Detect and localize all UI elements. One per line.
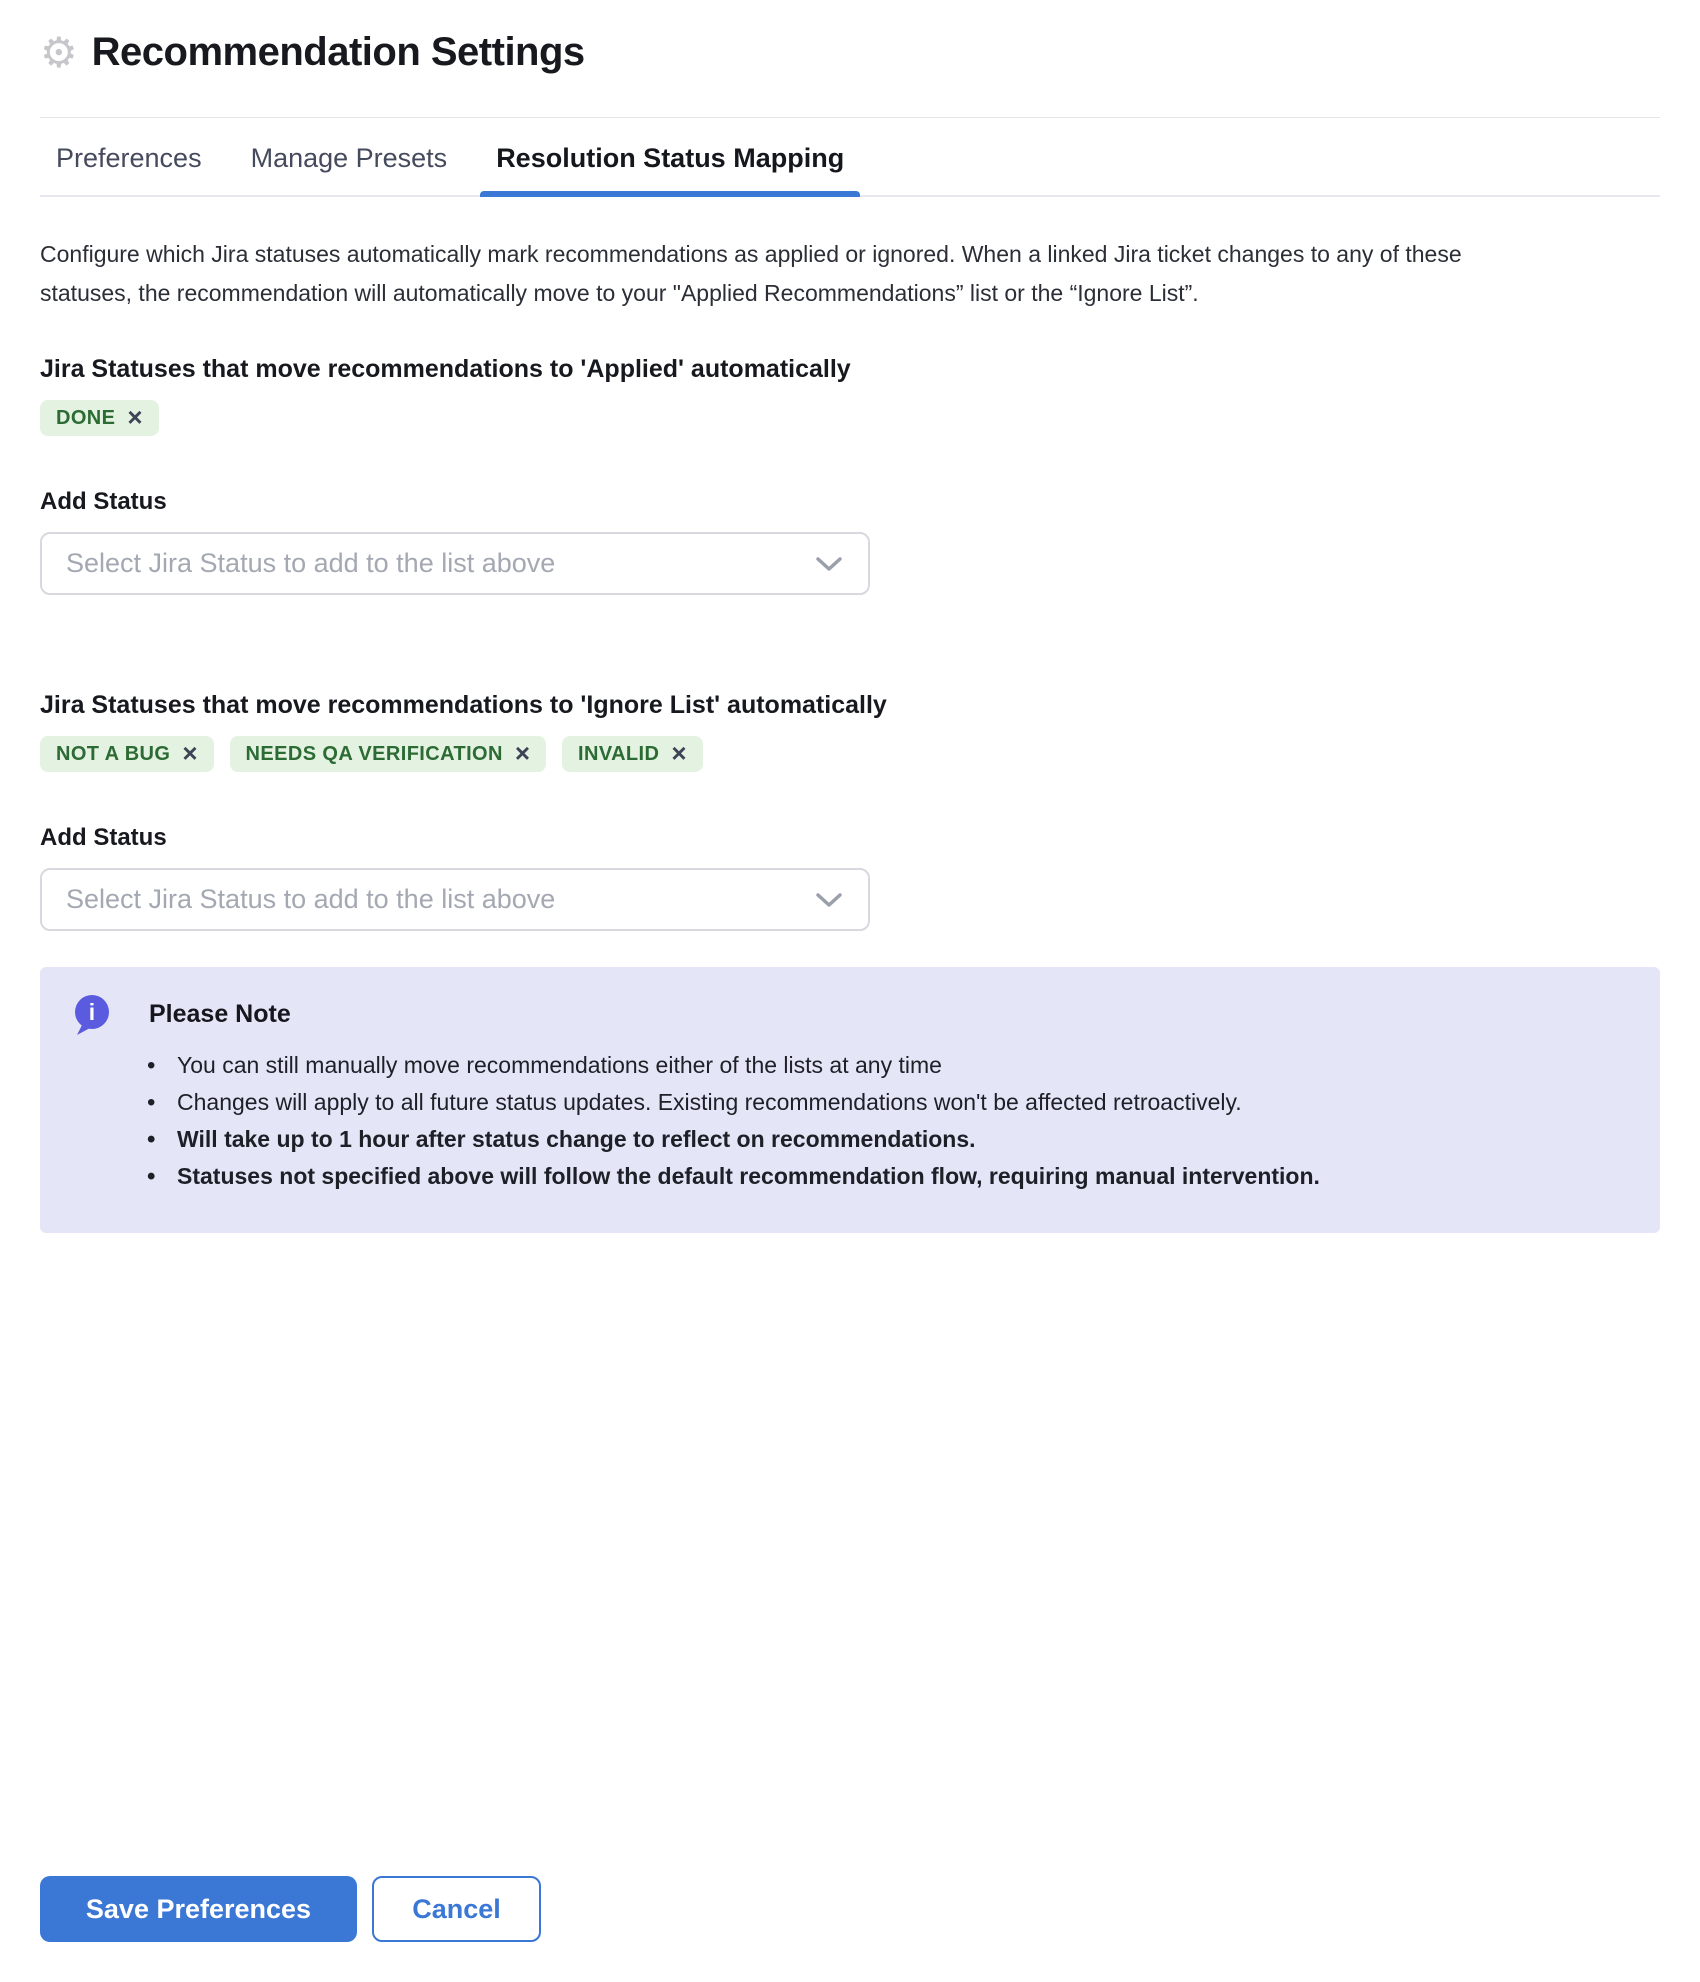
- gear-icon: ⚙: [40, 28, 78, 76]
- description-line-1: Configure which Jira statuses automatically mark recommendations as applied or ignored. When a linked Jira ticket changes to any of these: [40, 241, 1462, 267]
- select-placeholder: Select Jira Status to add to the list above: [66, 884, 556, 914]
- note-bullet: • Changes will apply to all future status updates. Existing recommendations won't be affected retroactively.: [145, 1084, 1620, 1121]
- info-icon: [72, 993, 112, 1035]
- note-bullet-list: [72, 1047, 1620, 1195]
- status-chip-label: INVALID: [578, 742, 660, 765]
- footer-actions: [40, 1876, 541, 1942]
- cancel-button[interactable]: Cancel: [372, 1876, 541, 1942]
- status-chip-label: DONE: [56, 406, 116, 429]
- tab-bar: [40, 118, 1660, 197]
- remove-status-icon[interactable]: ×: [127, 402, 143, 433]
- applied-section-heading: Jira Statuses that move recommendations to 'Applied' automatically: [40, 355, 851, 383]
- status-chip-label: NOT A BUG: [56, 742, 171, 765]
- select-placeholder: Select Jira Status to add to the list above: [66, 548, 556, 578]
- remove-status-icon[interactable]: ×: [671, 738, 687, 769]
- ignore-section-heading: Jira Statuses that move recommendations to 'Ignore List' automatically: [40, 691, 887, 719]
- add-status-label: Add Status: [40, 488, 167, 515]
- note-bullet: • You can still manually move recommendations either of the lists at any time: [145, 1047, 1620, 1084]
- status-chip-label: NEEDS QA VERIFICATION: [245, 742, 503, 765]
- svg-text:i: i: [88, 999, 96, 1025]
- tab-preferences[interactable]: Preferences: [56, 143, 202, 173]
- note-bullet: • Statuses not specified above will follow the default recommendation flow, requiring manual intervention.: [145, 1158, 1620, 1195]
- status-chip: [230, 736, 547, 772]
- description-line-2: statuses, the recommendation will automatically move to your "Applied Recommendations” list or the “Ignore List”.: [40, 280, 1199, 306]
- note-header: [72, 993, 1620, 1035]
- status-chip: [40, 400, 159, 436]
- tab-manage-presets[interactable]: Manage Presets: [250, 143, 448, 173]
- applied-chip-row: [40, 400, 1660, 436]
- page-description: [40, 235, 1660, 313]
- page-title: Recommendation Settings: [91, 30, 585, 74]
- chevron-down-icon: [816, 892, 842, 908]
- please-note-box: [40, 967, 1660, 1233]
- tab-resolution-status-mapping[interactable]: Resolution Status Mapping: [480, 118, 860, 195]
- jira-status-select-ignore[interactable]: [40, 868, 870, 931]
- jira-status-select-applied[interactable]: [40, 532, 870, 595]
- add-status-label: Add Status: [40, 824, 167, 851]
- chevron-down-icon: [816, 556, 842, 572]
- status-chip: [40, 736, 214, 772]
- page-header: [40, 0, 1660, 75]
- note-bullet: • Will take up to 1 hour after status change to reflect on recommendations.: [145, 1121, 1620, 1158]
- remove-status-icon[interactable]: ×: [182, 738, 198, 769]
- ignore-chip-row: [40, 736, 1660, 772]
- remove-status-icon[interactable]: ×: [514, 738, 531, 769]
- status-chip: [562, 736, 703, 772]
- note-title: Please Note: [149, 999, 291, 1028]
- save-preferences-button[interactable]: Save Preferences: [40, 1876, 357, 1942]
